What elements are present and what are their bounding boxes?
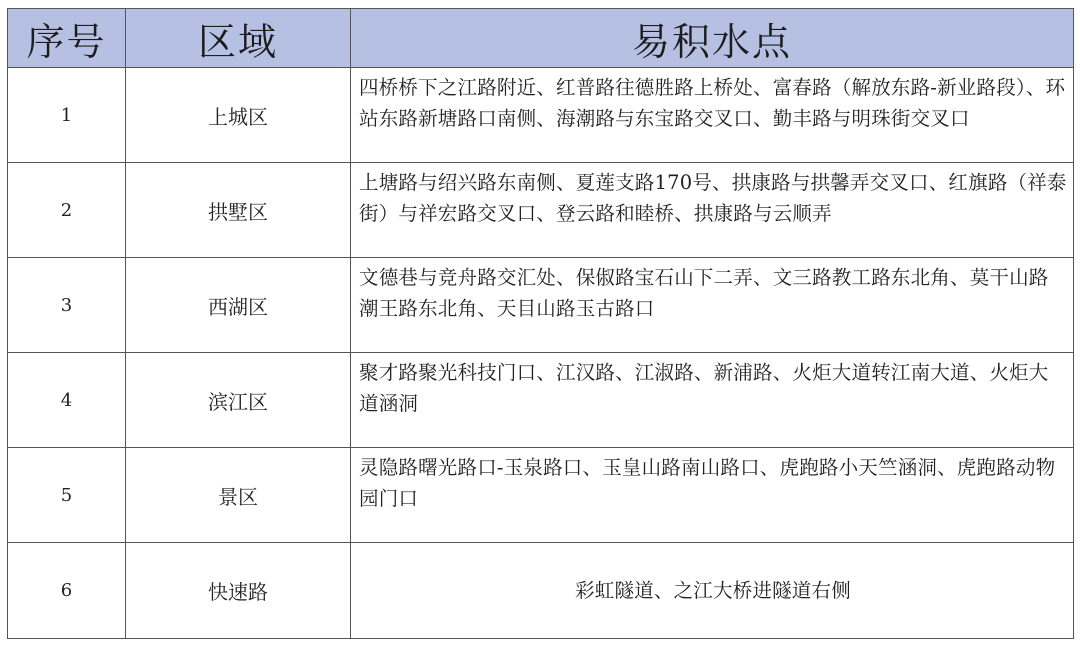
table-row [8,448,1074,543]
table-header-row [8,9,1074,68]
row-area: 拱墅区 [126,163,351,258]
row-number: 1 [8,68,126,163]
row-points: 文德巷与竞舟路交汇处、保俶路宝石山下二弄、文三路教工路东北角、莫干山路潮王路东北角、天目山路玉古路口 [351,258,1074,353]
row-points: 聚才路聚光科技门口、江汉路、江淑路、新浦路、火炬大道转江南大道、火炬大道涵洞 [351,353,1074,448]
row-points: 上塘路与绍兴路东南侧、夏莲支路170号、拱康路与拱馨弄交叉口、红旗路（祥泰街）与祥宏路交叉口、登云路和睦桥、拱康路与云顺弄 [351,163,1074,258]
header-points: 易积水点 [351,9,1074,68]
table-row [8,258,1074,353]
flood-points-table [7,8,1074,639]
header-no: 序号 [8,9,126,68]
row-number: 2 [8,163,126,258]
header-area: 区域 [126,9,351,68]
row-points: 彩虹隧道、之江大桥进隧道右侧 [351,543,1074,639]
row-area: 滨江区 [126,353,351,448]
row-number: 4 [8,353,126,448]
row-number: 3 [8,258,126,353]
table-row [8,543,1074,639]
row-number: 5 [8,448,126,543]
row-area: 景区 [126,448,351,543]
row-points: 四桥桥下之江路附近、红普路往德胜路上桥处、富春路（解放东路-新业路段）、环站东路新塘路口南侧、海潮路与东宝路交叉口、勤丰路与明珠街交叉口 [351,68,1074,163]
table-row [8,68,1074,163]
row-area: 上城区 [126,68,351,163]
table-row [8,163,1074,258]
row-area: 西湖区 [126,258,351,353]
table-row [8,353,1074,448]
row-points: 灵隐路曙光路口-玉泉路口、玉皇山路南山路口、虎跑路小天竺涵洞、虎跑路动物园门口 [351,448,1074,543]
row-area: 快速路 [126,543,351,639]
row-number: 6 [8,543,126,639]
